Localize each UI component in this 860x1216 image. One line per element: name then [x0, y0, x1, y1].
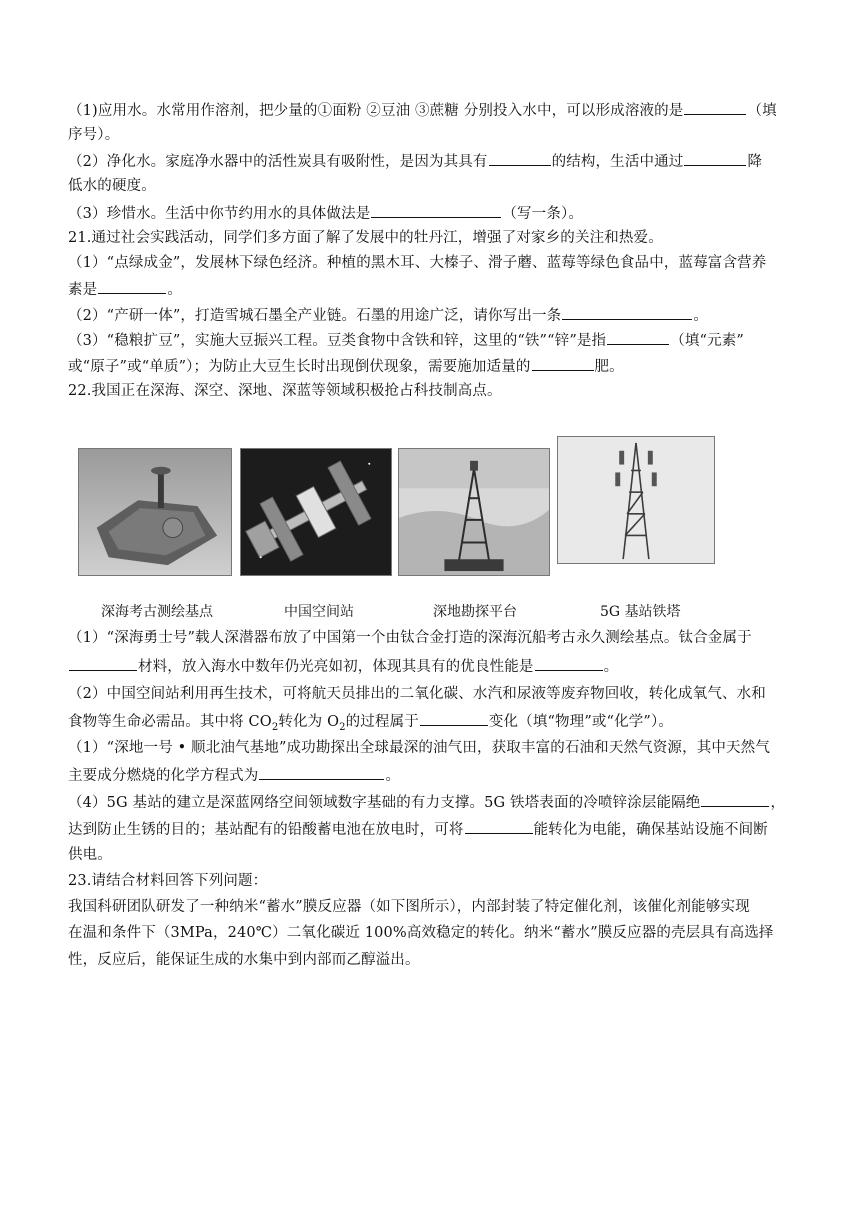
q22-p3-line-1: （1）“深地一号 • 顺北油气基地”成功勘探出全球最深的油气田，获取丰富的石油和天然气资源，其中天然气	[68, 740, 770, 756]
q22-p2-line-1: （2）中国空间站利用再生技术，可将航天员排出的二氧化碳、水汽和尿液等废弃物回收，转化成氧气、水和	[68, 686, 766, 702]
deep-sea-benchmark-photo	[78, 448, 232, 576]
q22-p4-line-3: 供电。	[68, 847, 112, 863]
q22-p4-text-c: 能转化为电能，确保基站设施不间断	[533, 822, 768, 838]
q21-line-5	[68, 356, 792, 377]
q21-stem: 21.通过社会实践活动，同学们多方面了解了发展中的牡丹江，增强了对家乡的关注和热爱。	[68, 230, 663, 246]
q22-p4-line-1	[68, 792, 792, 813]
q22-p2-text-c: 的过程属于	[345, 714, 419, 730]
q22-p1-line-1: （1）“深海勇士号”载人深潜器布放了中国第一个由钛合金打造的深海沉船考古永久测绘基点。钛合金属于	[68, 630, 752, 646]
caption-drilling-platform: 深地勘探平台	[433, 604, 517, 620]
co2-subscript: 2	[271, 721, 279, 733]
q20-part3-text: （3）珍惜水。生活中你节约用水的具体做法是	[68, 206, 371, 222]
q21-part2-text: （2）“产研一体”，打造雪城石墨全产业链。石墨的用途广泛，请你写出一条	[68, 308, 562, 324]
answer-blank[interactable]	[420, 711, 488, 726]
answer-blank[interactable]	[684, 100, 746, 115]
q23-line-3: 性，反应后，能保证生成的水集中到内部而乙醇溢出。	[68, 952, 420, 968]
q22-p2-text-a: 食物等生命必需品。其中将 CO	[68, 714, 272, 730]
q20-part2-mid: 的结构，生活中通过	[551, 154, 684, 170]
answer-blank[interactable]	[465, 819, 533, 834]
q21-part4-text: 或“原子”或“单质”）；为防止大豆生长时出现倒伏现象，需要施加适量的	[68, 359, 531, 375]
q21-part1-text: 素是	[68, 282, 98, 298]
answer-blank[interactable]	[532, 356, 594, 371]
q20-part1-tail: （填	[747, 103, 777, 119]
answer-blank[interactable]	[98, 279, 166, 294]
q20-part2-text: （2）净化水。家庭净水器中的活性炭具有吸附性，是因为其具有	[68, 154, 488, 170]
q21-part3-text: （3）“稳粮扩豆”，实施大豆振兴工程。豆类食物中含铁和锌，这里的“铁”“锌”是指	[68, 333, 607, 349]
answer-blank[interactable]	[489, 151, 551, 166]
q23-line-1: 我国科研团队研发了一种纳米“蓄水”膜反应器（如下图所示），内部封装了特定催化剂，该催化剂能够实现	[68, 899, 750, 915]
q21-line-2	[68, 279, 792, 300]
caption-deep-sea: 深海考古测绘基点	[101, 604, 213, 620]
answer-blank[interactable]	[259, 765, 384, 780]
q21-part3-tail: （填“元素”	[670, 333, 744, 349]
answer-blank[interactable]	[607, 330, 669, 345]
q20-line-1	[68, 100, 792, 121]
q22-p4-text-b: 达到防止生锈的目的；基站配有的铅酸蓄电池在放电时，可将	[68, 822, 464, 838]
q21-part4-tail: 肥。	[594, 359, 624, 375]
q22-p4-text: （4）5G 基站的建立是深蓝网络空间领域数字基础的有力支撑。5G 铁塔表面的冷喷锌涂层能隔绝	[68, 795, 701, 811]
answer-blank[interactable]	[371, 203, 501, 218]
q20-part3-tail: （写一条）。	[502, 206, 584, 222]
q20-line-5	[68, 203, 792, 224]
q21-part2-tail: 。	[693, 308, 708, 324]
drilling-platform-photo	[398, 448, 550, 576]
q22-p3-line-2	[68, 765, 792, 786]
answer-blank[interactable]	[562, 305, 692, 320]
q20-line-3	[68, 151, 792, 172]
q21-line-3	[68, 305, 792, 326]
q20-line-2: 序号）。	[68, 127, 120, 143]
5g-tower-photo	[557, 436, 715, 564]
q22-stem: 22.我国正在深海、深空、深地、深蓝等领域积极抢占科技制高点。	[68, 383, 502, 399]
q21-part1-tail: 。	[167, 282, 182, 298]
caption-5g-tower: 5G 基站铁塔	[600, 604, 681, 620]
q22-p1-line-2	[68, 656, 792, 677]
q20-line-4: 低水的硬度。	[68, 178, 156, 194]
answer-blank[interactable]	[535, 656, 603, 671]
answer-blank[interactable]	[701, 792, 769, 807]
q22-p2-text-b: 转化为 O	[278, 714, 340, 730]
answer-blank[interactable]	[684, 151, 746, 166]
q21-line-4	[68, 330, 792, 351]
q22-p4-comma: ，	[770, 795, 786, 811]
q22-p1-text: 材料，放入海水中数年仍光亮如初，体现其具有的优良性能是	[138, 659, 534, 675]
caption-space-station: 中国空间站	[284, 604, 354, 620]
q22-p2-tail: 变化（填“物理”或“化学”）。	[488, 714, 674, 730]
q22-p2-line-2	[68, 711, 792, 732]
q20-part1-text: （1)应用水。水常用作溶剂，把少量的①面粉 ②豆油 ③蔗糖 分别投入水中，可以形成溶液的是	[68, 103, 684, 119]
q21-line-1: （1）“点绿成金”，发展林下绿色经济。种植的黑木耳、大榛子、滑子蘑、蓝莓等绿色食品中，蓝莓富含营养	[68, 255, 767, 271]
answer-blank[interactable]	[69, 656, 137, 671]
q22-p4-line-2	[68, 819, 792, 840]
q20-part2-tail: 降	[747, 154, 763, 170]
space-station-photo	[240, 448, 392, 576]
o2-subscript: 2	[339, 721, 346, 733]
q22-p3-tail: 。	[385, 768, 401, 784]
q23-line-2: 在温和条件下（3MPa，240℃）二氧化碳近 100%高效稳定的转化。纳米“蓄水”膜反应器的壳层具有高选择	[68, 925, 774, 941]
q22-p1-tail: 。	[603, 659, 619, 675]
q22-p3-text: 主要成分燃烧的化学方程式为	[68, 768, 259, 784]
q23-stem: 23.请结合材料回答下列问题：	[68, 873, 268, 889]
